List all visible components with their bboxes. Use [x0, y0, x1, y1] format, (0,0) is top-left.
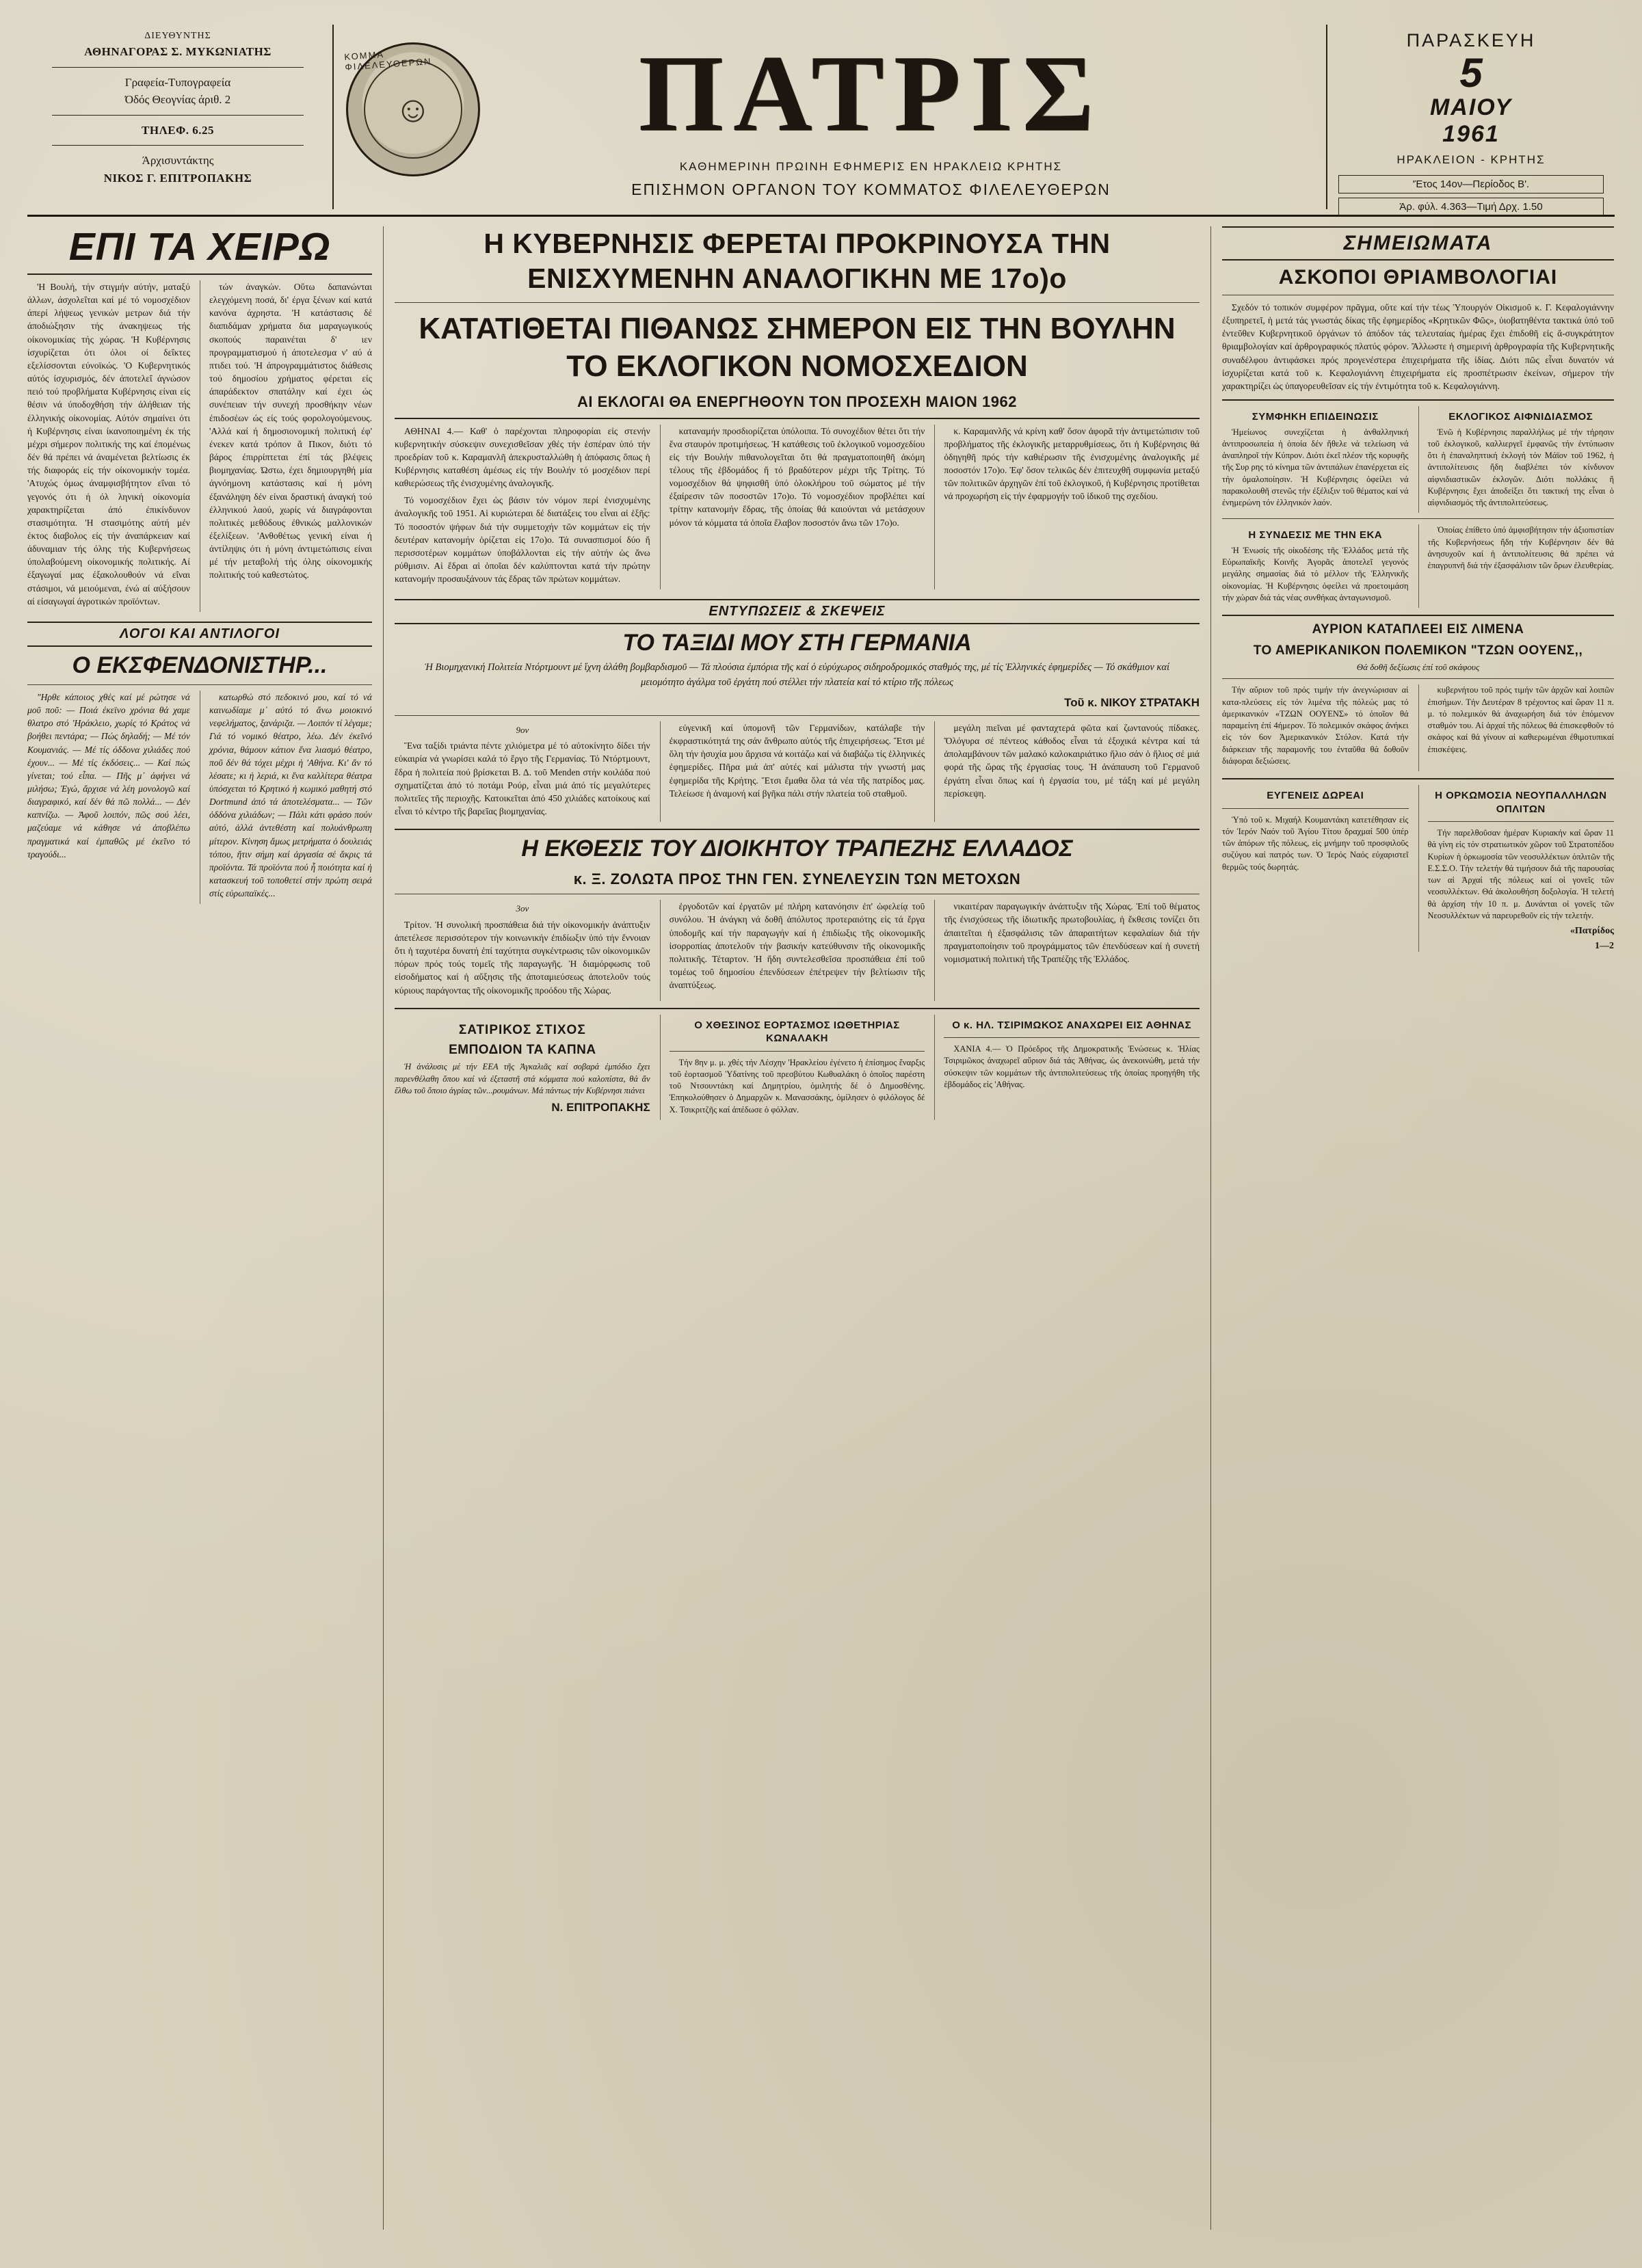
paragraph: Ἕνα ταξίδι τριάντα πέντε χιλιόμετρα μέ τό αὐτοκίνητο δίδει τήν εὐκαιρία νά γνωρίσει καλά τό ἔργο τῆς Γερμανίας. Τό Ντόρτμουντ, ἕδρα ἡ πολιτεία πού βρίσκεται Β. Δ. τοῦ Menden στήν κοιλάδα πού σχηματίζεται ἀπό τό ποτάμι Ρούρ, εἶναι μιά ἀπό τίς μεγαλύτερες πολιτεῖες τῆς περιοχῆς. Κατοικεῖται ἀπό 450 χιλιάδες κατοίκους καί εἶναι τό κέντρο τῆς βαρεῖας βιομηχανίας.	[395, 741, 650, 817]
news-box-celebration	[660, 1015, 925, 1120]
date-year: 1961	[1442, 121, 1500, 147]
masthead-subtitle-1: ΚΑΘΗΜΕΡΙΝΗ ΠΡΩΙΝΗ ΕΦΗΜΕΡΙΣ ΕΝ ΗΡΑΚΛΕΙΩ ΚΡΗΤΗΣ	[679, 159, 1063, 173]
divider	[1222, 678, 1614, 679]
satire-body	[395, 1061, 650, 1097]
note-title-2: ΕΚΛΟΓΙΚΟΣ ΑΙΦΝΙΔΙΑΣΜΟΣ	[1448, 411, 1593, 423]
installment-number: 9ον	[516, 724, 529, 735]
column-right	[1210, 226, 1614, 2230]
main-headline-top: Η ΚΥΒΕΡΝΗΣΙΣ ΦΕΡΕΤΑΙ ΠΡΟΚΡΙΝΟΥΣΑ ΤΗΝ ΕΝΙΣΧΥΜΕΝΗΝ ΑΝΑΛΟΓΙΚΗΝ ΜΕ 17ο)ο	[484, 228, 1111, 295]
masthead-subtitle-2: ΕΠΙΣΗΜΟΝ ΟΡΓΑΝΟΝ ΤΟΥ ΚΟΜΜΑΤΟΣ ΦΙΛΕΛΕΥΘΕΡΩΝ	[631, 180, 1111, 198]
main-article-col-2	[660, 425, 925, 590]
office-label: Γραφεία-Τυπογραφεία	[124, 75, 231, 89]
bank-report-body	[395, 900, 1200, 1000]
emblem-portrait-icon: ☺	[364, 60, 462, 159]
masthead-date-block	[1326, 25, 1615, 213]
bottom-right-blocks	[1222, 785, 1614, 952]
date-month: ΜΑΙΟΥ	[1429, 94, 1513, 120]
bank-report-subtitle: κ. Ξ. ΖΟΛΩΤΑ ΠΡΟΣ ΤΗΝ ΓΕΝ. ΣΥΝΕΛΕΥΣΙΝ ΤΩΝ ΜΕΤΟΧΩΝ	[573, 870, 1021, 888]
paragraph: 'Η Βουλή, τήν στιγμήν αύτήν, ματαξύ άλλων, άσχολεΐται καί μέ τό νομοσχέδιον άπερί λήψεως γενικών μετρων διά τήν άποδιώξησιν τής άνακηψεως τής οίκονομικίας τής χώρας. 'Η Κυβέρνησις ίσχυρίζεται ότι όλοι οί δεΐκτες εξελίσσονται εύνοϊκώς. 'Ο Κυβερνητικός αύτός ίσχυρισμός, δέν άποτελεΐ άγνώσον πειό τού προβλήματα Κυβέρνησις είναι είς θέσιν νά ύποδοχθήση τήν άλήθειαν τής έλληνικής οίκονομίας. Αύτόν σημαίνει ότι ή Κυβέρνησις είναι ίκανοποιημένη έκ τής μέχρι σήμερον πολιτικής της καί έπομένως δέν θά πρέπει νά άναμένεται βελτίωσις έκ τής διαφοράς είς τήν οίκονομικήν τομέα. 'Ατυχώς όμως άναμφισβήτητον εΐναι τό γεγονός ότι ή όλ ληνική οίκονομία χαρακτηρίζεται άπό έπικίνδυνον στασιμότητα. 'Η στασιμότης αύτή μέν έκτος διαβολος είς τήν άναπάρκειαν καί άδυναμιαν τής όλης τής Κυβερνήσεως ύπολαβούμενη οίκονομικής πολιτικής. Αί έξαγωγαί μας έξακολουθούν νά εΐναι στάσιμοι, νά μειούμεναι, ένώ αί αύξήσουν αί είσαγωγαί άγροτικών προϊόντων.	[27, 282, 190, 606]
report-col-1	[395, 900, 650, 1000]
divider	[1222, 778, 1614, 779]
emblem-ring-text: ΚΟΜΜΑ ΦΙΛΕΛΕΥΘΕΡΩΝ	[343, 49, 432, 72]
publication-place: ΗΡΑΚΛΕΙΟΝ - ΚΡΗΤΗΣ	[1396, 153, 1546, 166]
eoka-sections	[1222, 524, 1614, 608]
ship-col-2	[1418, 684, 1615, 771]
divider	[1428, 821, 1615, 822]
divider	[395, 302, 1200, 303]
ship-article-body	[1222, 684, 1614, 771]
paragraph: κυβερνήτου τοῦ πρός τιμήν τῶν ἀρχῶν καί λοιπῶν ἐπισήμων. Τήν Δευτέραν 8 τρέχοντος καί ὥραν 11 π. μ. τό πολεμικόν θά ἀναχωρήση διά τόν ἑπόμενον σταθμόν του. Αἱ ἀρχαί τῆς πόλεως θά ἐπισκεφθοῦν τό σκάφος καί θά γίνουν αἱ καθιερωμέναι ἐθιμοτυπικαί ἐπισκέψεις.	[1427, 685, 1614, 754]
travel-article-title: ΤΟ ΤΑΞΙΔΙ ΜΟΥ ΣΤΗ ΓΕΡΜΑΝΙΑ	[622, 630, 972, 656]
editorial-title: ΕΠΙ ΤΑ ΧΕΙΡΩ	[68, 225, 331, 269]
paragraph: καταναμήν προσδιορίζεται ὑπόλοιπα. Τό συνοχέδιον θέτει ὅτι τήν ἕνα σταυρόν προτιμήσεως. Ἡ κατάθεσις τοῦ ἐκλογικοῦ νομοσχεδίου εἰς τήν Βουλήν πιθανολογεῖται ὅτι θά πραγματοποιηθῆ ἀκόμη τέλους τῆς ἑβδομάδος ἤ τό βραδύτερον μέχρι τῆς Τρίτης. Τό νομοσχέδιον θά ψηφισθῆ ὑπό ὁλοκλήρου τοῦ σώματος μέ τήν ἐξαίρεσιν τῶν ποσοστῶν 17ο)ο. Τό νομοσχέδιον προβλέπει καί τρίτην κατανομήν ἕδρας, τῆς ὁποίας θά καιούνται νά μετάσχουν μόνον τά κόμματα τά ὁποῖα ἔλαβον ποσοστόν ἄνω τῶν 17ο)ο.	[669, 425, 925, 528]
satire-signature: Ν. ΕΠΙΤΡΟΠΑΚΗΣ	[551, 1101, 650, 1115]
paragraph: Ἡ ἀνάλυσις μέ τήν ΕΕΑ τῆς Ἀγκαλιᾶς καί σοβαρά ἐμπόδιο ἔχει παρενθέλαθη ὅπου καί νά ἐξεταστῆ στά κόμματα πού καλοπίστα, θά ἄν ἔλθω τοῦ ὅποιο ἀγρίας τῶν...ρουμάνων. Μά πάντως τήν Κυβέρνησι πιάνει	[395, 1062, 650, 1095]
note-body-2	[1428, 427, 1615, 509]
ship-headline: ΑΥΡΙΟΝ ΚΑΤΑΠΛΕΕΙ ΕΙΣ ΛΙΜΕΝΑ	[1312, 622, 1524, 637]
date-daynumber: 5	[1459, 50, 1483, 96]
paragraph: Ἡ Ἑνωσίς τῆς οἰκοδέσης τῆς Ἑλλάδος μετά τῆς Εὐρωπαϊκῆς Κοινῆς Ἀγορᾶς ἀποτελεῖ γεγονός μεγάλης σημασίας διά τό μέλλον τῆς Ἑλληνικῆς οἰκονομίας. Ἡ Κυβέρνησις ὀφείλει νά προετοιμάση τήν χώραν διά τάς νέας συνθήκας ἀνταγωνισμοῦ.	[1222, 545, 1409, 602]
ship-subheadline: ΤΟ ΑΜΕΡΙΚΑΝΙΚΟΝ ΠΟΛΕΜΙΚΟΝ "ΤΖΩΝ ΟΟΥΕΝΣ,,	[1253, 643, 1583, 658]
bank-report-title: Η ΕΚΘΕΣΙΣ ΤΟΥ ΔΙΟΙΚΗΤΟΥ ΤΡΑΠΕΖΗΣ ΕΛΛΑΔΟΣ	[521, 836, 1073, 862]
report-col-2	[660, 900, 925, 1000]
donations-body	[1222, 814, 1409, 873]
masthead-center	[334, 25, 1326, 209]
box1-body	[670, 1057, 925, 1116]
paragraph: Ἐνῶ ἡ Κυβέρνησις παραλλήλως μέ τήν τήρησιν τοῦ ἐκλογικοῦ, καλλιεργεῖ ἐμφανῶς τήν ἐντύπωσιν ὅτι ἡ ἐπαναληπτική ἐκλογή τόν Μάϊον τοῦ 1962, ἡ ἀντιπολίτευσις ἤδη διαβλέπει τόν κίνδυνον αἰφνιδιαστικῶν ἐκλογῶν. Διότι πολλάκις ἤ Κυβέρνησις ἔχει ἀποδείξει ὅτι τακτική της εἶναι ὁ αἰφνιδιασμός τῆς ἀντιπολιτεύσεως.	[1427, 427, 1614, 508]
phone-number: ΤΗΛΕΦ. 6.25	[142, 123, 214, 137]
divider	[395, 418, 1200, 419]
paragraph: Τήν 8ην μ. μ. χθές τήν Λέσχην 'Ηρακλείου ἐγένετο ἡ ἐπίσημος ἔναρξις τοῦ ἑορτασμοῦ Ὑδατίνης τοῦ πρεσβύτου Κωθυαλάκη ὁ ὁποῖος παρέστη τοῦ Ντσουντάκη καί Δημητρίου, ὁμιλητής δέ ὁ Δημοσθένης. Ἐπηκολούθησεν ὁ Δημαρχῶν κ. Μανασσάκης, ὁμίλησεν ὁ φιλόλογος δέ Χ. Τσικριτζῆς καί ἀπέδωσε ὁ φόλλαν.	[669, 1057, 925, 1115]
travel-col-1	[395, 721, 650, 822]
travel-article-kicker: Ἡ Βιομηχανική Πολιτεία Ντόρτμουντ μέ ἴχνη ἀλάθη βομβαρδισμοῦ — Τά πλούσια ἐμπόρια τῆς καί ὁ εὐρύχωρος σιδηροδρομικός σταθμός της, μέ τίς Ἑλληνικές ἐφημερίδες — Τό σκάθμιον καί μειομότητο ἀγάλμα τοῦ ἐργάτη πού στέλλει τήν πλατεία καί τό κτίριο τῆς πόλεως	[424, 662, 1170, 689]
divider	[1222, 808, 1409, 809]
paragraph: "Ηρθε κάποιος χθές καί μέ ρώτησε νά μοῦ ποῦ: — Ποιά έκεϊνο χρόνια θά χαμε θλατρο στό 'Ηράκλειο, χωρίς τό Κράτος νά βοήθει πεντάρα; — Πώς δηλαδή; — Μέ τόν Κουμανιάς. — Μέ τίς όδδονα χιλιάδες πού έχουν... — Μέ τίς έκδόσεις... — Καί πώς γίνεται; τού εἶπα. — Πῆς μ᾽ άφήνει νά μιλήσω; Ἐγώ, ἄρχισε νά λέη μονολογῶ καί διαγραφικό, καί δέν θά πῶ πολλά... — Δέν καπνίζω. — Ἀφοῦ λοιπόν, πῶς σού λέει, μαζεύαμε νά κάθησε νά ἀποβλέπω πραγματικά καί ἐμπαθῶς μέ ἐκεῖνο τό τραγούδι...	[27, 691, 190, 859]
notes-sub-sections	[1222, 406, 1614, 513]
column-subtitle: Ο ΕΚΣΦΕΝΔΟΝΙΣΤΗΡ...	[72, 652, 328, 678]
satire-title: ΕΜΠΟΔΙΟΝ ΤΑ ΚΑΠΝΑ	[449, 1042, 596, 1057]
masthead-left-info	[27, 25, 334, 209]
note-block-eka	[1222, 524, 1409, 608]
divider	[52, 145, 304, 146]
date-dayname: ΠΑΡΑΣΚΕΥΗ	[1406, 30, 1536, 51]
notes-lead-title: ΑΣΚΟΠΟΙ ΘΡΙΑΜΒΟΛΟΓΙΑΙ	[1278, 266, 1558, 289]
divider	[52, 115, 304, 116]
divider	[1222, 518, 1614, 519]
paragraph: τών άναγκών. Οὕτω δαπανώνται ελεγχόμενη ποσά, δι' έργα ξένων καί κατά κανόνα άχρηστα. 'Η κατάστασις δέ διαπιδάμαν χρήματα δια μαραγωγικούς σκοπούς παραινέται δ' ιεν προγραμματισμού ή άποτελεσμα ν' αύ ά πτιδει τού. 'Η άπρογραμμάτιστος διάθεσις τού δημοσίου χρήματος φέρεται είς άπαράδεκτον σπατάλην καί έχει ώς συνέπειαν τήν συνεχή προσθήκην νέων έπιδοσέων ώς είς τούς φορολογούμενους. 'Αλλά καί ή δημοσιονομική πολιτική έφ' ένεκεν κατά τρόπον ἂ Πικον, διότι τό βάρος έπιρρίπτεται έπί τάς βλέψεις βιομηχανίας. Ώστω, έχει δημιουργηθή μία άγνόημονη κατάστασις καί ή μόνη έξανάληψη δέν είναι δραστική άναγκή τού έλληνικού λαού, χωρίς νά διαγράφονται πολιτικές μεθόδους έθνικώς μαλλονικών έξελίξεων. 'Ανθοθέτως γενική είναι ή άντίληψις ότι ή μόνη άντιμετώπισις είναι μέ τήν μεταβολή τής όλης οίκονομικής πολιτικής τού καθεστώτος.	[209, 282, 372, 581]
dialog-col-1	[27, 691, 190, 905]
divider	[395, 829, 1200, 830]
main-article-body	[395, 425, 1200, 590]
paragraph: Τρίτον. Ἡ συνολική προσπάθεια διά τήν οἰκονομικήν ἀνάπτυξιν ἀπετέλεσε περισσότερον τήν κοινωνικήν ἐπιδίωξιν ὑπό τήν ἔννοιαν ὅτι ἡ ταχυτέρα δυνατή ἐπί ταχύτητα συγκέντρωσις τῶν οἰκονομικῶν πόρων πρός τούς τομεῖς τῆς παραγωγῆς. Ἡ διαμόρφωσις τοῦ εἰσοδήματος καί ἡ αὔξησις τῆς ἀποταμιεύσεως ἀποτελοῦν τούς κύριους παράγοντας τῆς οἰκονομικῆς προόδου τῆς Χώρας.	[395, 919, 650, 996]
paragraph: Ὑπό τοῦ κ. Μιχαήλ Κουμαντάκη κατετέθησαν εἰς τόν Ἱερόν Ναόν τοῦ Ἁγίου Τίτου δραχμαί 500 ὑπέρ τῶν ἀπόρων τῆς πόλεως, εἰς μνήμην τοῦ προσφιλοῦς συζύγου καί πατρός των. Ὁ Ἱερός Ναός εὐχαριστεῖ θερμῶς τούς δωρητάς.	[1222, 814, 1409, 872]
box2-body	[944, 1043, 1200, 1091]
office-address: Όδός Θεογνίας άριθ. 2	[124, 93, 231, 106]
satire-box	[395, 1015, 650, 1120]
issue-info: Άρ. φύλ. 4.363—Τιμή Δρχ. 1.50	[1338, 198, 1604, 216]
bottom-boxes	[395, 1015, 1200, 1120]
dialog-body	[27, 691, 372, 905]
ship-col-1	[1222, 684, 1409, 771]
volume-info: 'Έτος 14ον—Περίοδος Β'.	[1338, 175, 1604, 194]
paragraph: μεγάλη πιεῖναι μέ φανταχτερά φῶτα καί ζωντανούς πίδακες. Ὅλόγυρα σέ πέντεος κάθοδος εἶναι τά ἐξοχικά κέντρα καί τά ἀπολαμβάνουν τῶν μαλακό καλοκαιριάτικο ἥλιο σάν ὁ ἥλιος σέ μιά φορά τῆς ὥρας τῆς ἐργασίας τους. Ἡ ἀνάπαυση τοῦ Γερμανοῦ ἐργάτη εἶναι ὅπως καί ἡ ἐργασία του, μέ τάξη καί μέ μεγάλη περίσκεψη.	[944, 722, 1200, 799]
editor-name: ΝΙΚΟΣ Γ. ΕΠΙΤΡΟΠΑΚΗΣ	[103, 171, 252, 185]
donations-block	[1222, 785, 1409, 952]
travel-col-3	[934, 721, 1200, 822]
installment-number: 3ον	[516, 903, 529, 914]
editorial-col-2	[200, 280, 372, 612]
notes-section-title: ΣΗΜΕΙΩΜΑΤΑ	[1222, 226, 1614, 261]
column-left	[27, 226, 383, 2230]
donations-title: ΕΥΓΕΝΕΙΣ ΔΩΡΕΑΙ	[1267, 790, 1364, 802]
news-box-tsirimokos	[934, 1015, 1200, 1120]
section-logoi-antilogoi: ΛΟΓΟΙ ΚΑΙ ΑΝΤΙΛΟΓΟΙ	[27, 622, 372, 647]
ship-note: Θά δοθῆ δεξίωσις ἐπί τοῦ σκάφους	[1356, 662, 1480, 673]
divider	[27, 684, 372, 685]
note-body-1	[1222, 427, 1409, 509]
box2-title: Ο κ. ΗΛ. ΤΣΙΡΙΜΩΚΟΣ ΑΝΑΧΩΡΕΙ ΕΙΣ ΑΘΗΝΑΣ	[952, 1019, 1192, 1031]
section-impressions: ΕΝΤΥΠΩΣΕΙΣ & ΣΚΕΨΕΙΣ	[395, 599, 1200, 624]
divider	[395, 715, 1200, 716]
paragraph: Ὁποίας ἐπίθετο ὑπό ἀμφισβήτησιν τήν ἀξιοπιστίαν τῆς Κυβερνήσεως ἤδη τήν Κυβέρνησιν δέν θά ἀνησυχοῦν καί ἡ ἀντιπολίτευσις θά πρέπει νά ἐπαγρυπνῆ διά τήν ἐξασφάλισιν τῶν ὅρων ἐλευθερίας.	[1427, 525, 1614, 571]
column-center	[383, 226, 1210, 2230]
divider	[1222, 615, 1614, 616]
paragraph: Τό νομοσχέδιον ἔχει ὡς βάσιν τόν νόμον περί ἐνισχυμένης ἀναλογικῆς τοῦ 1951. Αἱ κυριώτεραι δέ διατάξεις του εἶναι αἱ ἑξῆς: Τό ποσοστόν ψήφων διά τήν συμμετοχήν τῶν κομμάτων εἰς τήν δευτέραν κατανομήν ὁρίζεται εἰς 17ο)ο. Τά συνασπισμοί δύο ἤ περισσοτέρων κομμάτων ὑποβάλλονται εἰς τήν αὐτήν ὡς ἄνω ρύθμισιν. Αἱ ἕδραι αἱ ὁποῖαι δέν καλύπτονται κατά τήν πρώτην κατανομήν προσαυξάνουν τάς ἕδρας τῶν πρώτων κομμάτων.	[395, 495, 650, 585]
editor-label: Άρχισυντάκτης	[142, 154, 214, 167]
note-title-1: ΣΥΜΦΗΚΗ ΕΠΙΔΕΙΝΩΣΙΣ	[1252, 411, 1379, 423]
satire-section-head: ΣΑΤΙΡΙΚΟΣ ΣΤΙΧΟΣ	[458, 1022, 586, 1037]
divider	[944, 1037, 1200, 1038]
eoka-right-body	[1428, 524, 1615, 572]
party-emblem-icon	[343, 42, 480, 176]
dialog-col-2	[200, 691, 372, 905]
oath-body	[1428, 827, 1615, 922]
travel-article-byline: Τοῦ κ. ΝΙΚΟΥ ΣΤΡΑΤΑΚΗ	[1064, 695, 1200, 709]
divider	[52, 67, 304, 68]
note-block-epideinosis	[1222, 406, 1409, 513]
main-article-col-1	[395, 425, 650, 590]
paragraph: Ἡμείωνος συνεχίζεται ἡ ἀνθαλληνική ἀντιπροσωπεία ἡ ὁποία δέν ἤθελε νά τελείωση νά ἀναπληροῖ τήν Κύπρον. Διότι ἐκεῖ πλέον τῆς κορυφῆς τῆς Συρ ρης τό κίνημα τῶν ἀντιπάλων ἐπανέρχεται εἰς τήν ὁμαλοποίησιν. Ἡ Κυβέρνησις ὀφείλει νά παρακολουθῆ στενῶς τήν ἐξέλιξιν τοῦ θέματος καί νά ἐνημερώνη τόν ἑλληνικόν λαόν.	[1222, 427, 1409, 508]
note-block-aifnidiasmos	[1418, 406, 1615, 513]
oath-block	[1418, 785, 1615, 952]
notes-lead-body	[1222, 301, 1614, 392]
paragraph: κ. Καραμανλῆς νά κρίνη καθ' ὅσον ἀφορᾶ τήν ἀντιμετώπισιν τοῦ προβλήματος τῆς ἐκλογικῆς μεταρρυθμίσεως, ὅτι ἡ Κυβέρνησις θά ὁδηγηθῆ πρός τήν καθιέρωσιν τῆς ἐνισχυμένης ἀναλογικῆς μέ ποσοστόν 17ο)ο. Ἐφ' ὅσον τελικῶς δέν ἐπιτευχθῆ συμφωνία μεταξύ τῶν πολιτικῶν ἀρχηγῶν ἐπί τοῦ ἐκλογικοῦ, ἡ Κυβέρνησις προτίθεται νά προχωρήση εἰς τήν ἐφαρμογήν τοῦ ἰδικοῦ της σχεδίου.	[944, 425, 1200, 502]
paragraph: Τήν αὔριον τοῦ πρός τιμήν τήν ἀνεγνώρισαν αἱ κατα-πλεύσεις εἰς τόν λιμένα τῆς πόλεώς μας τό ἀμερικανικόν «ΤΖΩΝ ΟΟΥΕΝΣ» τό ὁποῖον θά παραμείνη ἐπί 4ήμερον. Τό πολεμικόν σκάφος ἀνήκει εἰς τόν 6ον Ἀμερικανικόν Στόλον. Κατά τήν διάρκειαν τῆς παραμονῆς του ἐνταῦθα θά δοθοῦν διάφοραι δεξιώσεις.	[1222, 685, 1409, 766]
body-columns	[27, 226, 1615, 2230]
travel-article-body	[395, 721, 1200, 822]
eoka-body	[1222, 545, 1409, 604]
paragraph: κατωρθώ στό πεδοκινό μου, καί τό νά καινωδίαμε μ᾽ αὐτό τό ἄνω μοιοκινό νεφελήματος, ξανάριζα. — Λοιπόν τί λέγαμε; Γιά τό νομικό θέατρο, λέω. Δέν ἐκεῖνό χρόνια, θάμουν κάτιον ἕνα λιασμό θέατρο, ποῦ δέν θά τόχει μέχρι ἡ 'Αθήνα. Κι' ἄν τό λέσατε; κι ἡ λεριά, κι ἕνα καλλίτερα θέατρα ὑπόσχεται τό Κρητικό ἡ κωμικό μαθητή στό Dortmund ἀπό τά ἀποτελέσματα... — Τῶν ὀδδόνα χιλιάδων; — Πάλι κάτι φράσο πούν αὐτό, ἀλλά ἀντεθέστη καί πολυάνθρωπη μίτερον. Κίνηση ἄμως μετρήματα ὁ δουλειάς τόπου, ἤτιν σήμη καί ἀργασία σέ ἄκρις τά προϊόντα. Τά προϊόντα πού ἦ ποιότητα καί ἡ κατασκευή τοῦ τοποθετεί στήν πρώτη σειρά στίς εὐρωπαϊκές...	[209, 691, 372, 899]
divider	[670, 1051, 925, 1052]
paragraph: Σχεδόν τό τοπικόν συμφέρον πρᾶγμα, οὕτε καί τήν τέως Ὑπουργόν Οἰκισμοῦ κ. Γ. Κεφαλογιάννην ἐξυπηρετεῖ, ἡ μετά τάς γνωστάς δίκας τῆς ἐφημερίδος «Κρητικῶν Φῶς», ὑιοβατηθέντα τακτικά ὑπό τοῦ ἐντεῦθεν Κυβερνητικοῦ ὀργάνων τό ἀπόδον τάς τελευταίας ἡμέρας ἔχει ἐπιδοθῆ εἰς ἄ-συγκράτητον θριαμβολογίαν καί ἀρθρογραφικός πλατύς φόρον. Ἄλλωστε ἡ σημερινή ἀρθρογραφία τῆς Κυβερνητικῆς συναδέλφου ἀντιφάσκει πρός προγενέστερα ἐπιχειρήματα τῆς ἰδίας. Διότι πῶς εἶναι δυνατόν νά ἰσχυρίζεται κατά τοῦ κ. Κεφαλογιάννη ἐπιχειρήματα εἰς προσπέτρωσιν ἐκείνων, σήμερον τήν χαρακτηρίζει ὡς ὑπαγορευθεῖσαν εἰς τήν ἐντιμότητα τοῦ κ. Κεφαλογιάννη.	[1222, 302, 1614, 391]
report-col-3	[934, 900, 1200, 1000]
main-headline: ΚΑΤΑΤΙΘΕΤΑΙ ΠΙΘΑΝΩΣ ΣΗΜΕΡΟΝ ΕΙΣ ΤΗΝ ΒΟΥΛΗΝ ΤΟ ΕΚΛΟΓΙΚΟΝ ΝΟΜΟΣΧΕΔΙΟΝ	[419, 311, 1176, 383]
director-name: ΑΘΗΝΑΓΟΡΑΣ Σ. ΜΥΚΩΝΙΑΤΗΣ	[84, 45, 272, 58]
oath-title: Η ΟΡΚΩΜΟΣΙΑ ΝΕΟΥΠΑΛΛΗΛΩΝ ΟΠΛΙΤΩΝ	[1435, 790, 1607, 815]
newspaper-sheet	[27, 25, 1615, 2247]
masthead	[27, 25, 1615, 217]
dateline-paragraph: ΑΘΗΝΑΙ 4.— Καθ' ὁ παρέχονται πληροφορίαι εἰς στενήν κυβερνητικήν σύσκεψιν συνεχισθεῖσαν χθές τήν ἑσπέραν ὑπό τήν προεδρίαν τοῦ κ. Καραμανλῆ ἀπεκρυσταλλώθη ἡ ἀπόφασις ὅπως ἡ Κυβέρνησις καταθέση ἀμέσως εἰς τήν Βουλήν τό μοσχέδιον περί καθιερώσεως τῆς ἐνισχυμένης ἀναλογικῆς.	[395, 425, 650, 489]
paragraph: νικαιτέραν παραγωγικήν ἀνάπτυξιν τῆς Χώρας. Ἐπί τοῦ θέματος τῆς ἐνισχύσεως τῆς ἰδιωτικῆς πρωτοβουλίας, ἡ ἔκθεσις τονίζει ὅτι ἀπαιτεῖται ἡ ἐξασφάλισις τῶν ἀπαραιτήτων κεφαλαίων διά τήν πραγματοποίησιν τοῦ προγράμματος τῶν ἐπενδύσεων καί ἡ συνετή νομισματική πολιτική τῆς Τραπέζης τῆς Ἑλλάδος.	[944, 901, 1200, 964]
divider	[1222, 399, 1614, 401]
paragraph: Τήν παρελθοῦσαν ἡμέραν Κυριακήν καί ὥραν 11 θά γίνη εἰς τόν στρατιωτικόν χῶρον τοῦ Στρατοπέδου Κυρίων ἡ ὁρκωμοσία τῶν νεοσυλλέκτων ὁπλιτῶν τῆς Ε.Σ.Σ.Ο. Τήν τελετήν θά τιμήσουν διά τῆς παρουσίας των αἱ Ἀρχαί τῆς πόλεως καί οἱ γονεῖς τῶν νεοσυλλέκτων. Θά ἀκολουθήση δοξολογία. Ἡ τελετή θά ἀρχίση τήν 10 π. μ. Δυνάνται οἱ γονεῖς τῶν Νεοσυλλέκτων νά παρευρεθοῦν εἰς τήν τελετήν.	[1427, 828, 1614, 920]
editorial-body	[27, 280, 372, 612]
end-mark: «Πατρίδος	[1570, 926, 1614, 937]
divider	[395, 1008, 1200, 1009]
paragraph: ΧΑΝΙΑ 4.— Ὁ Πρόεδρος τῆς Δημοκρατικῆς Ἑνώσεως κ. Ἠλίας Τσιριμῶκος ἀναχωρεῖ αὔριον διά τάς Ἀθήνας, ὡς ἀνεκοινώθη, μετά τήν σύσκεψιν τῶν κομμάτων τῆς ἀντιπολιτεύσεως τῆς ὁποίας προηγήθη τῆς ἑβδομάδος εἰς 'Αθήνας.	[944, 1044, 1200, 1089]
paragraph: ἐργοδοτῶν καί ἐργατῶν μέ πλήρη κατανόησιν ἐπ' ὠφελείᾳ τοῦ συνόλου. Ἡ ἀνάγκη νά δοθῆ ἀπόλυτος προτεραιότης εἰς τά ἔργα ὑποδομῆς καί τήν παραγωγήν καί ἡ ἐπιδίωξις τῆς οἰκονομικῆς ἰσορροπίας ἀποτελοῦν τήν βασικήν κατεύθυνσιν τῆς οἰκονομικῆς πολιτικῆς. Τέταρτον. Ἡ ἤδη συντελεσθεῖσα προσπάθεια ἐπί τοῦ τομέως τοῦ δημοσίου ἐπενδύσεων ἐπέτρεψεν τήν βελτίωσιν τῆς ἀναπτύξεως.	[669, 901, 925, 991]
travel-col-2	[660, 721, 925, 822]
eoka-title: Η ΣΥΝΔΕΣΙΣ ΜΕ ΤΗΝ ΕΚΑ	[1248, 529, 1383, 542]
paragraph: εὐγενικῆ καί ὑπομονῆ τῶν Γερμανίδων, κατάλαβε τήν ἐκφραστικότητά της σάν ἄνθρωπο αὐτός τῆς ἐπιχειρήσεως. Ἔτσι μέ ὅλη τήν ἡσυχία μου ἄρχισα νά κοιτάζω καί νά διαβάζω τίς ἑλληνικές ἐφημερίδες. Πῆρα μιά ἀπ' αὐτές καί μάλιστα τήν γνωστή μας ἐφημερίδα τῆς Κρήτης. Ἔτσι ἔμαθα ὅλα τά νέα τῆς πατρίδος μας. Τελείωσε ἡ ἀναμονή καί βγῆκα πάλι στήν πλατεία τοῦ σταθμοῦ.	[669, 722, 925, 799]
main-subheadline: ΑΙ ΕΚΛΟΓΑΙ ΘΑ ΕΝΕΡΓΗΘΟΥΝ ΤΟΝ ΠΡΟΣΕΧΗ ΜΑΙΟΝ 1962	[577, 392, 1017, 410]
newspaper-title: ΠΑΤΡΙΣ	[638, 31, 1104, 154]
main-article-col-3	[934, 425, 1200, 590]
editorial-col-1	[27, 280, 190, 612]
director-label: ΔΙΕΥΘΥΝΤΗΣ	[144, 31, 211, 41]
continuation-mark: 1—2	[1595, 941, 1614, 952]
note-block-eka-right	[1418, 524, 1615, 608]
box1-title: Ο ΧΘΕΣΙΝΟΣ ΕΟΡΤΑΣΜΟΣ ΙΩΘΕΤΗΡΙΑΣ ΚΩΝΑΛΑΚΗ	[694, 1019, 900, 1045]
divider	[27, 274, 372, 275]
